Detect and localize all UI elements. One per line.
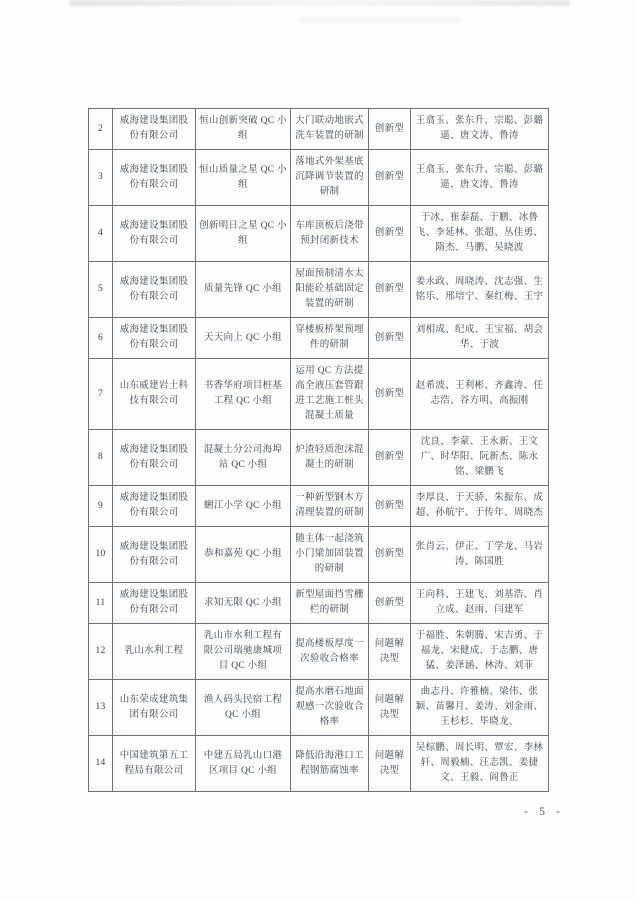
cell-row-number: 13 — [89, 680, 113, 736]
cell-qc-group-name: 蜊江小学 QC 小组 — [196, 486, 291, 527]
cell-member-names: 姜永政、周晓涛、沈志强、生铭乐、邢培宁、秦红梅、王宇 — [411, 262, 549, 318]
cell-project-title: 穿楼板桥架预埋件的研制 — [291, 318, 369, 359]
cell-company-name: 威海建设集团股份有限公司 — [113, 583, 196, 624]
cell-member-names: 刘相成、纪成、王宝福、胡会华、于波 — [411, 318, 549, 359]
cell-project-title: 炉渣轻质泡沫混凝土的研制 — [291, 430, 369, 486]
table-row — [89, 680, 549, 736]
cell-qc-group-name: 书香华府项目桩基工程 QC 小组 — [196, 359, 291, 430]
cell-company-name: 威海建设集团股份有限公司 — [113, 109, 196, 150]
cell-qc-group-name: 天天向上 QC 小组 — [196, 318, 291, 359]
cell-qc-group-name: 混凝土分公司海埠站 QC 小组 — [196, 430, 291, 486]
cell-row-number: 8 — [89, 430, 113, 486]
page-number: - 5 - — [524, 804, 564, 818]
cell-row-number: 10 — [89, 527, 113, 583]
cell-row-number: 5 — [89, 262, 113, 318]
cell-project-title: 一种新型钢木方清理装置的研制 — [291, 486, 369, 527]
cell-member-names: 张肖云、伊正、丁学龙、马岩涛、陈国胜 — [411, 527, 549, 583]
cell-member-names: 于福胜、朱朝腾、宋吉勇、于福龙、宋健成、于志鹏、唐猛、姜泽涵、林涛、刘菲 — [411, 624, 549, 680]
cell-result-type: 创新型 — [369, 109, 411, 150]
cell-result-type: 创新型 — [369, 486, 411, 527]
scan-artifact-top — [70, 0, 570, 6]
cell-result-type: 创新型 — [369, 150, 411, 206]
cell-project-title: 落地式外架基底沉降调节装置的研制 — [291, 150, 369, 206]
cell-company-name: 山东荣成建筑集团有限公司 — [113, 680, 196, 736]
cell-project-title: 屋面预制清水太阳能砼基础固定装置的研制 — [291, 262, 369, 318]
cell-qc-group-name: 质量先锋 QC 小组 — [196, 262, 291, 318]
qc-results-table — [88, 108, 549, 792]
cell-company-name: 中国建筑第五工程局有限公司 — [113, 736, 196, 792]
cell-company-name: 威海建设集团股份有限公司 — [113, 486, 196, 527]
cell-row-number: 7 — [89, 359, 113, 430]
table-row — [89, 109, 549, 150]
table-row — [89, 486, 549, 527]
qc-table-body — [89, 109, 549, 792]
cell-member-names: 王翕玉、张东升、宗聪、彭璐遥、唐文涛、鲁涛 — [411, 150, 549, 206]
cell-project-title: 提高水磨石地面观感一次验收合格率 — [291, 680, 369, 736]
cell-row-number: 12 — [89, 624, 113, 680]
cell-row-number: 3 — [89, 150, 113, 206]
cell-qc-group-name: 求知无限 QC 小组 — [196, 583, 291, 624]
cell-qc-group-name: 中建五局乳山口港区项目 QC 小组 — [196, 736, 291, 792]
cell-qc-group-name: 恒山质量之星 QC 小组 — [196, 150, 291, 206]
cell-qc-group-name: 恒山创新突破 QC 小组 — [196, 109, 291, 150]
cell-row-number: 14 — [89, 736, 113, 792]
cell-qc-group-name: 创新明日之星 QC 小组 — [196, 206, 291, 262]
cell-result-type: 创新型 — [369, 527, 411, 583]
cell-result-type: 创新型 — [369, 430, 411, 486]
table-row — [89, 527, 549, 583]
cell-company-name: 威海建设集团股份有限公司 — [113, 318, 196, 359]
table-row — [89, 318, 549, 359]
cell-row-number: 2 — [89, 109, 113, 150]
table-row — [89, 359, 549, 430]
cell-row-number: 11 — [89, 583, 113, 624]
cell-row-number: 4 — [89, 206, 113, 262]
cell-member-names: 李厚良、于天骄、朱振东、成超、孙航宇、于传年、周晓杰 — [411, 486, 549, 527]
cell-result-type: 问题解决型 — [369, 736, 411, 792]
cell-result-type: 问题解决型 — [369, 680, 411, 736]
cell-project-title: 随主体一起浇筑小门梁加固装置的研制 — [291, 527, 369, 583]
cell-project-title: 运用 QC 方法提高全液压套管跟进工艺施工桩头混凝土质量 — [291, 359, 369, 430]
cell-project-title: 新型屋面挡雪栅栏的研制 — [291, 583, 369, 624]
cell-project-title: 降低沿海港口工程钢筋腐蚀率 — [291, 736, 369, 792]
cell-result-type: 创新型 — [369, 359, 411, 430]
cell-result-type: 创新型 — [369, 583, 411, 624]
cell-member-names: 吴棕鹏、周长明、覃宏、李林轩、周毅楠、汪志凯、姜捷文、王毅、阎鲁正 — [411, 736, 549, 792]
cell-company-name: 乳山水利工程 — [113, 624, 196, 680]
cell-company-name: 威海建设集团股份有限公司 — [113, 527, 196, 583]
table-row — [89, 262, 549, 318]
table-row — [89, 624, 549, 680]
cell-result-type: 创新型 — [369, 206, 411, 262]
table-row — [89, 206, 549, 262]
cell-result-type: 创新型 — [369, 318, 411, 359]
table-row — [89, 150, 549, 206]
cell-member-names: 赵希波、王利彬、齐鑫涛、任志浩、谷方明、高振刚 — [411, 359, 549, 430]
table-row — [89, 430, 549, 486]
cell-company-name: 威海建设集团股份有限公司 — [113, 430, 196, 486]
cell-qc-group-name: 乳山市水利工程有限公司瑞驰康城项目 QC 小组 — [196, 624, 291, 680]
cell-company-name: 威海建设集团股份有限公司 — [113, 150, 196, 206]
cell-project-title: 大门联动地嵌式洗车装置的研制 — [291, 109, 369, 150]
scan-artifact-smudge — [300, 18, 460, 22]
cell-member-names: 曲志丹、许雅楠、梁伟、张颖、苗馨月、姜涛、刘金雨、王杉杉、毕晓龙、 — [411, 680, 549, 736]
table-row — [89, 736, 549, 792]
cell-member-names: 王向科、王建飞、刘基浩、肖立成、赵雨、闫建军 — [411, 583, 549, 624]
cell-member-names: 沈良、李蒙、王永新、王文广、时华阳、阮新杰、陈永铭、梁鹏飞 — [411, 430, 549, 486]
cell-member-names: 王翕玉、张东升、宗聪、彭璐遥、唐文涛、鲁涛 — [411, 109, 549, 150]
table-row — [89, 583, 549, 624]
cell-company-name: 威海建设集团股份有限公司 — [113, 206, 196, 262]
cell-company-name: 山东威建岩土科技有限公司 — [113, 359, 196, 430]
cell-result-type: 创新型 — [369, 262, 411, 318]
cell-row-number: 6 — [89, 318, 113, 359]
cell-qc-group-name: 渔人码头民宿工程 QC 小组 — [196, 680, 291, 736]
cell-project-title: 车库顶板后浇带预封闭新技术 — [291, 206, 369, 262]
cell-row-number: 9 — [89, 486, 113, 527]
cell-qc-group-name: 恭和嘉苑 QC 小组 — [196, 527, 291, 583]
cell-project-title: 提高楼板厚度一次验收合格率 — [291, 624, 369, 680]
cell-company-name: 威海建设集团股份有限公司 — [113, 262, 196, 318]
cell-result-type: 问题解决型 — [369, 624, 411, 680]
cell-member-names: 于冰、崔泰磊、于鹏、冰鲁飞、李延林、张超、丛佳勇、隋杰、马鹏、吴晓波 — [411, 206, 549, 262]
